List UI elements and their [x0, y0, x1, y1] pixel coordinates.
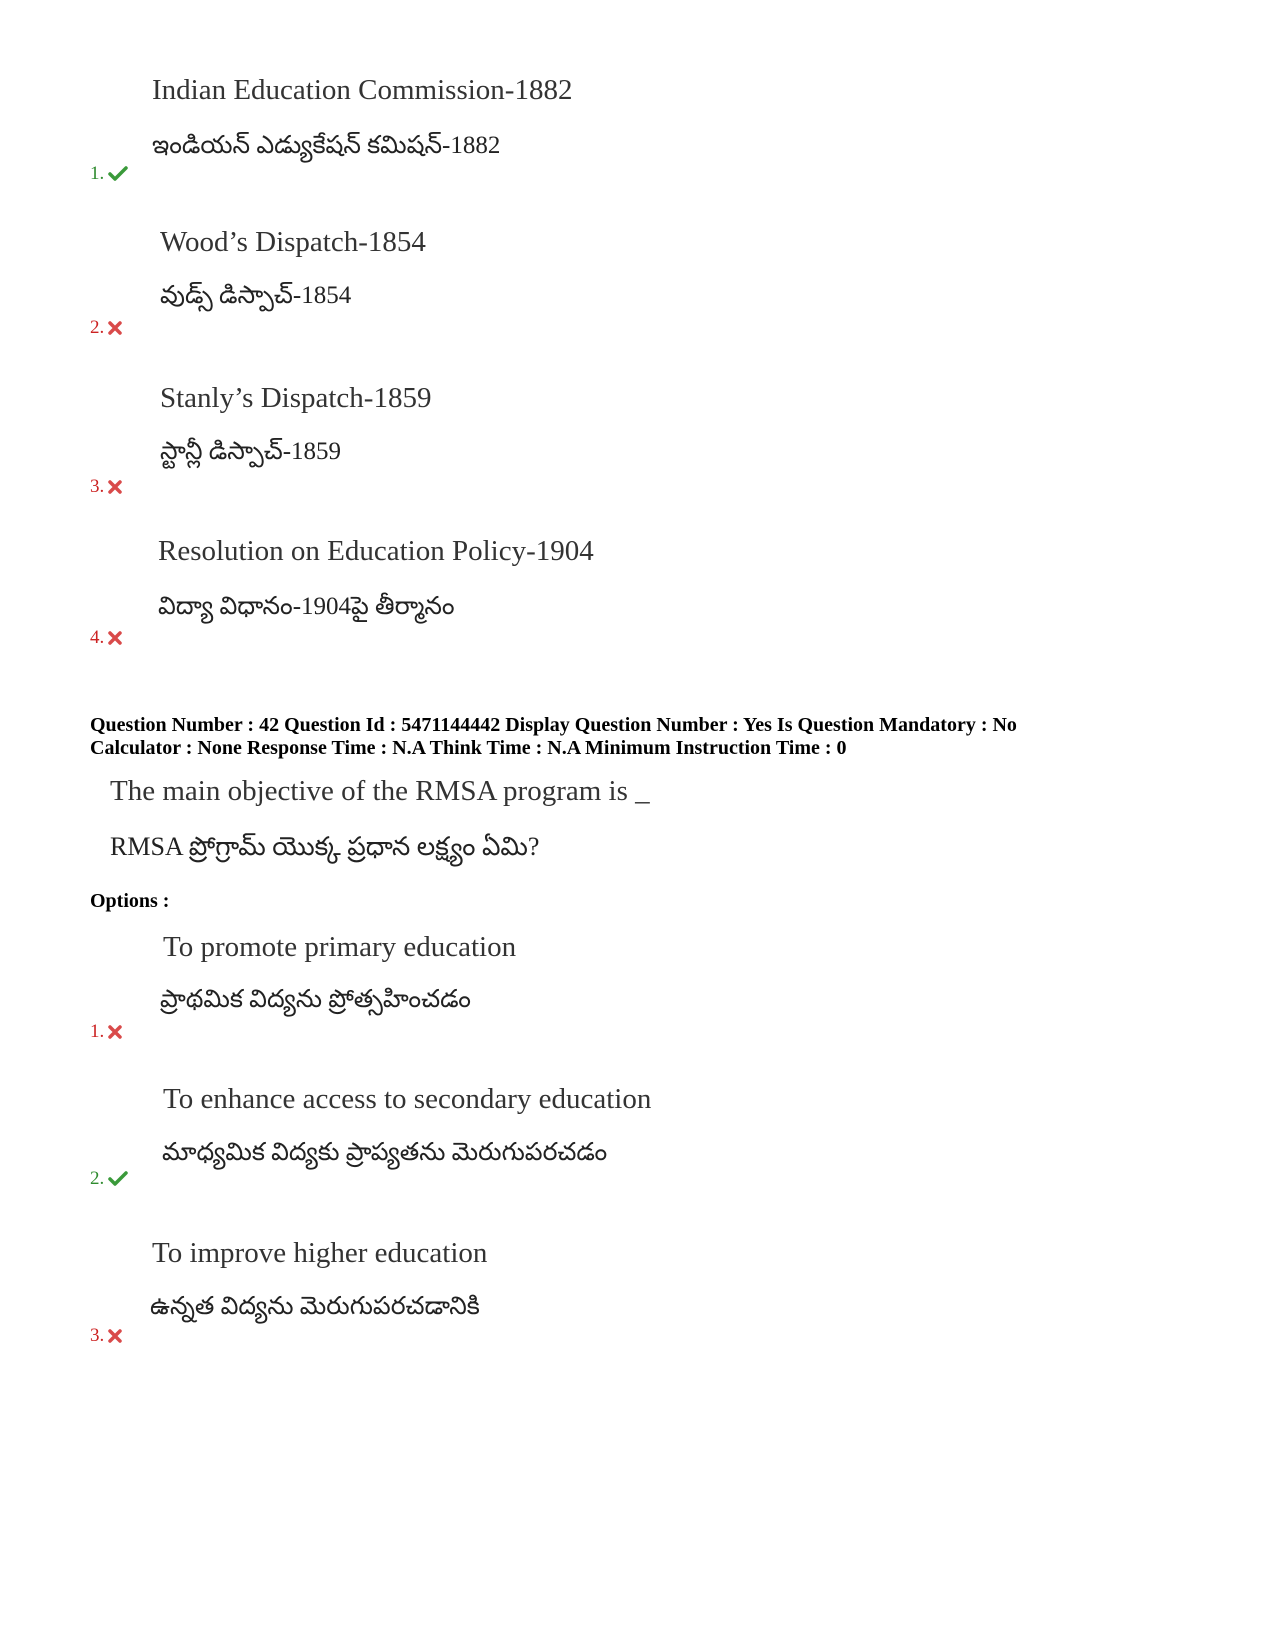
question-text-english: The main objective of the RMSA program is _	[110, 775, 650, 807]
option-2-marker	[90, 1168, 128, 1190]
option-number: 1.	[90, 163, 105, 184]
check-mark-icon	[108, 166, 128, 182]
prev-option-2-english: Wood’s Dispatch-1854	[160, 226, 426, 258]
cross-mark-icon	[108, 480, 122, 494]
question-text-telugu: RMSA ప్రోగ్రామ్ యొక్క ప్రధాన లక్ష్యం ఏమి?	[110, 832, 540, 861]
prev-option-1-marker	[90, 163, 128, 185]
option-1-telugu: ప్రాథమిక విద్యను ప్రోత్సహించడం	[160, 986, 471, 1013]
option-1-english: To promote primary education	[163, 931, 517, 963]
option-2-telugu: మాధ్యమిక విద్యకు ప్రాప్యతను మెరుగుపరచడం	[162, 1139, 608, 1166]
prev-option-2-marker	[90, 317, 122, 339]
option-1-marker	[90, 1021, 122, 1043]
prev-option-1-english: Indian Education Commission-1882	[152, 74, 573, 106]
options-label: Options :	[90, 890, 170, 912]
option-number: 1.	[90, 1021, 105, 1042]
option-3-marker	[90, 1325, 122, 1347]
cross-mark-icon	[108, 1329, 122, 1343]
option-number: 4.	[90, 627, 105, 648]
prev-option-3-english: Stanly’s Dispatch-1859	[160, 382, 432, 414]
cross-mark-icon	[108, 631, 122, 645]
prev-option-3-telugu: స్టాన్లీ డిస్పాచ్-1859	[160, 438, 342, 465]
prev-option-4-english: Resolution on Education Policy-1904	[158, 535, 594, 567]
cross-mark-icon	[108, 1025, 122, 1039]
option-number: 3.	[90, 1325, 105, 1346]
option-number: 2.	[90, 1168, 105, 1189]
question-meta-line-1: Question Number : 42 Question Id : 5471144442 Display Question Number : Yes Is Question Mandatory : No	[90, 714, 1017, 736]
prev-option-1-telugu: ఇండియన్ ఎడ్యుకేషన్ కమిషన్-1882	[152, 132, 501, 159]
prev-option-2-telugu: వుడ్స్ డిస్పాచ్-1854	[160, 282, 352, 309]
prev-option-4-marker	[90, 627, 122, 649]
cross-mark-icon	[108, 321, 122, 335]
prev-option-3-marker	[90, 476, 122, 498]
option-number: 3.	[90, 476, 105, 497]
option-number: 2.	[90, 317, 105, 338]
option-3-telugu: ఉన్నత విద్యను మెరుగుపరచడానికి	[150, 1293, 480, 1320]
check-mark-icon	[108, 1171, 128, 1187]
prev-option-4-telugu: విద్యా విధానం-1904పై తీర్మానం	[158, 593, 455, 620]
question-meta-line-2: Calculator : None Response Time : N.A Think Time : N.A Minimum Instruction Time : 0	[90, 737, 847, 759]
option-2-english: To enhance access to secondary education	[163, 1083, 652, 1115]
option-3-english: To improve higher education	[152, 1237, 488, 1269]
